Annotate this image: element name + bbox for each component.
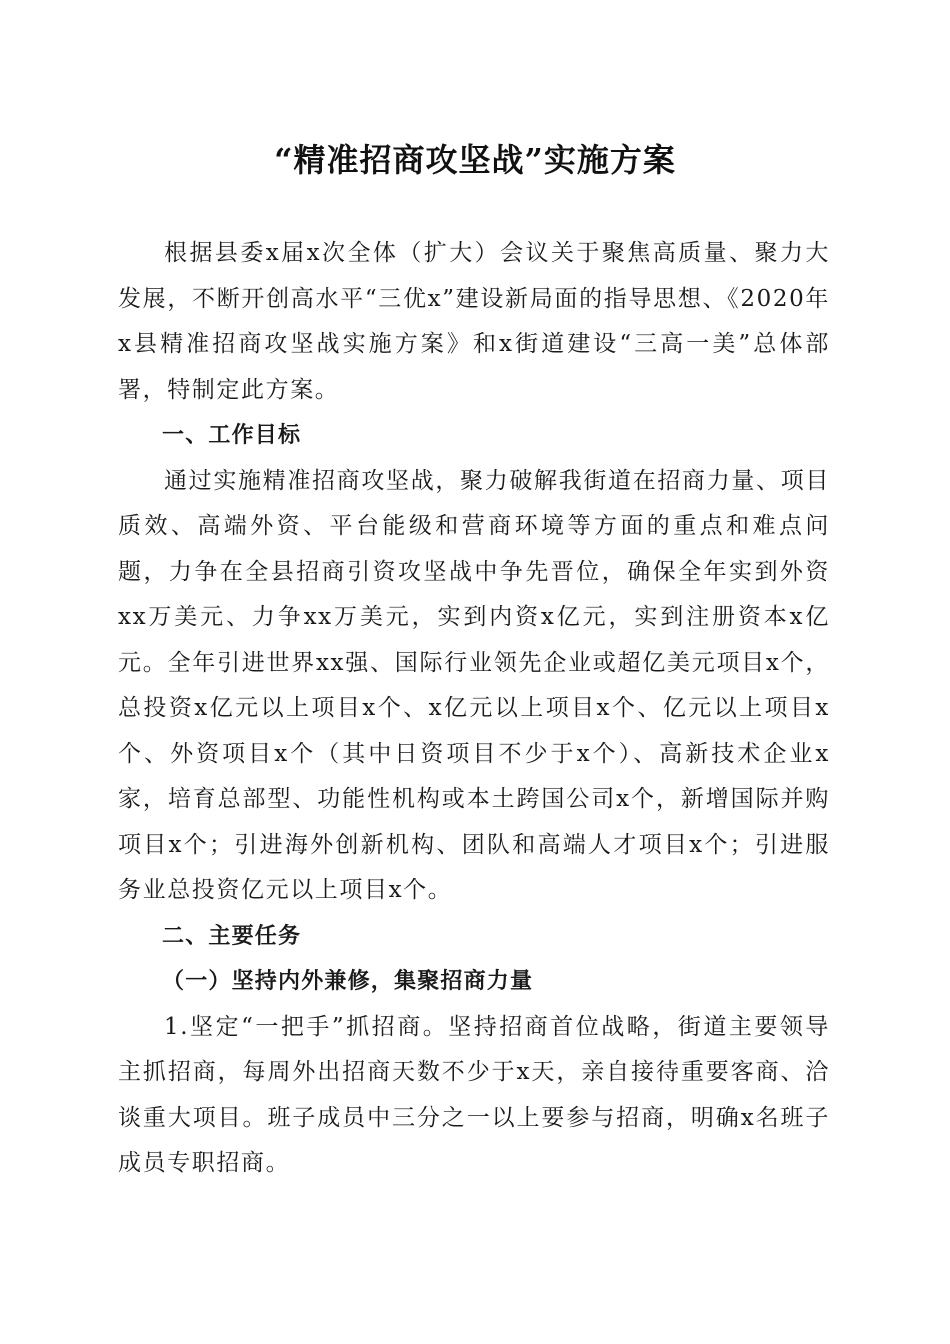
subsection-heading-gather-forces: （一）坚持内外兼修，集聚招商力量 [162,968,534,994]
document-title: “精准招商攻坚战”实施方案 [274,141,676,179]
document-body [118,231,830,1187]
section-heading-main-tasks: 二、主要任务 [162,923,302,949]
task-item-1-paragraph: 1.坚定“一把手”抓招商。坚持招商首位战略，街道主要领导主抓招商，每周外出招商天数不少于x天，亲自接待重要客商、洽谈重大项目。班子成员中三分之一以上要参与招商，明确x名班子成员专职招商。 [118,1013,830,1176]
section-heading-work-goals: 一、工作目标 [162,423,302,448]
work-goals-paragraph: 通过实施精准招商攻坚战，聚力破解我街道在招商力量、项目质效、高端外资、平台能级和营商环境等方面的重点和难点问题，力争在全县招商引资攻坚战中争先晋位，确保全年实到外资xx万美元、力争xx万美元，实到内资x亿元，实到注册资本x亿元。全年引进世界xx强、国际行业领先企业或超亿美元项目x个，总投资x亿元以上项目x个、x亿元以上项目x个、亿元以上项目x个、外资项目x个（其中日资项目不少于x个）、高新技术企业x家，培育总部型、功能性机构或本土跨国公司x个，新增国际并购项目x个；引进海外创新机构、团队和高端人才项目x个；引进服务业总投资亿元以上项目x个。 [118,467,830,903]
intro-paragraph: 根据县委x届x次全体（扩大）会议关于聚焦高质量、聚力大发展，不断开创高水平“三优x”建设新局面的指导思想、《2020年x县精准招商攻坚战实施方案》和x街道建设“三高一美”总体部署，特制定此方案。 [118,240,830,403]
